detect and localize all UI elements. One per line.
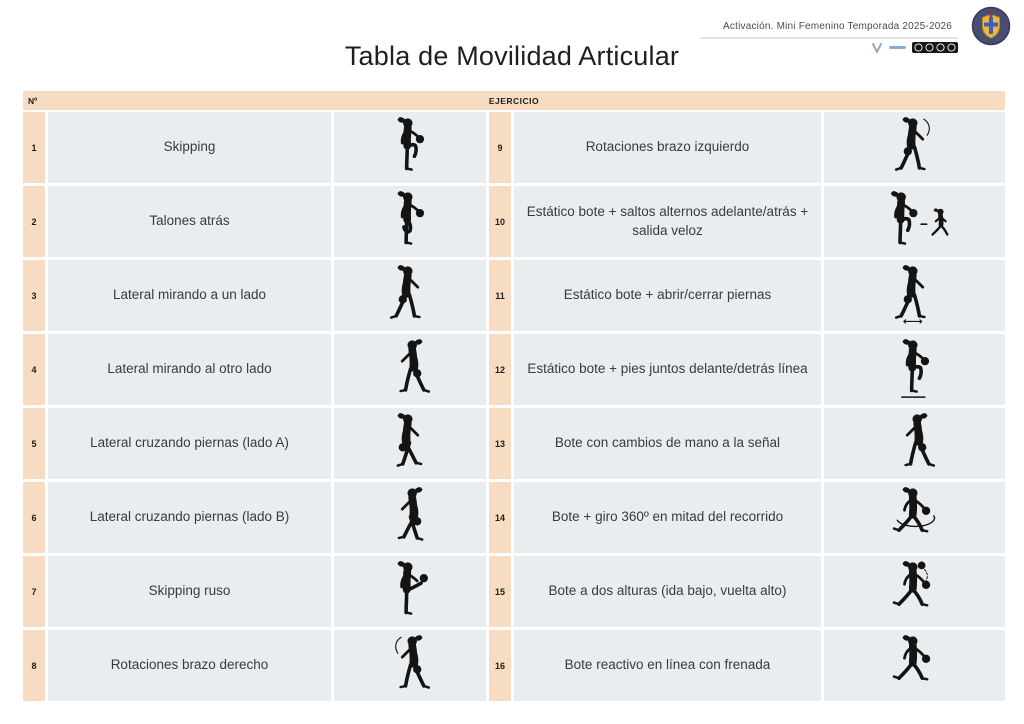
player-arm-rot-icon xyxy=(824,112,1005,183)
table-row xyxy=(23,556,1005,627)
exercise-label: Estático bote + pies juntos delante/detrás línea xyxy=(514,334,821,405)
exercise-number: 15 xyxy=(489,556,511,627)
exercise-number: 5 xyxy=(23,408,45,479)
table-header xyxy=(23,91,1005,110)
table-row xyxy=(23,408,1005,479)
exercise-number: 9 xyxy=(489,112,511,183)
table-row xyxy=(23,112,1005,183)
exercise-number: 3 xyxy=(23,260,45,331)
exercise-label: Estático bote + saltos alternos adelante/atrás + salida veloz xyxy=(514,186,821,257)
exercise-label: Rotaciones brazo derecho xyxy=(48,630,331,701)
player-spin-icon xyxy=(824,482,1005,553)
exercise-number: 7 xyxy=(23,556,45,627)
table-row xyxy=(23,260,1005,331)
exercise-label: Lateral mirando al otro lado xyxy=(48,334,331,405)
header-exercise-label: EJERCICIO xyxy=(488,95,540,106)
exercise-number: 13 xyxy=(489,408,511,479)
player-cross-icon xyxy=(334,482,486,553)
exercise-number: 2 xyxy=(23,186,45,257)
player-skip-icon xyxy=(334,112,486,183)
player-stand-icon xyxy=(334,260,486,331)
club-crest-icon xyxy=(971,6,1011,46)
exercise-number: 14 xyxy=(489,482,511,553)
exercise-number: 12 xyxy=(489,334,511,405)
exercise-label: Rotaciones brazo izquierdo xyxy=(514,112,821,183)
header-number-label: Nº xyxy=(28,95,38,106)
player-stand-icon xyxy=(824,408,1005,479)
exercise-label: Bote reactivo en línea con frenada xyxy=(514,630,821,701)
exercise-label: Bote a dos alturas (ida bajo, vuelta alto) xyxy=(514,556,821,627)
exercise-number: 1 xyxy=(23,112,45,183)
exercise-label: Bote + giro 360º en mitad del recorrido xyxy=(514,482,821,553)
tagline-divider xyxy=(700,37,958,39)
exercise-label: Bote con cambios de mano a la señal xyxy=(514,408,821,479)
exercise-label: Lateral cruzando piernas (lado A) xyxy=(48,408,331,479)
player-two-icon xyxy=(824,556,1005,627)
table-body xyxy=(23,112,1005,701)
exercise-number: 16 xyxy=(489,630,511,701)
player-run-icon xyxy=(824,630,1005,701)
exercise-label: Lateral mirando a un lado xyxy=(48,260,331,331)
exercise-label: Skipping xyxy=(48,112,331,183)
exercise-number: 10 xyxy=(489,186,511,257)
exercise-number: 4 xyxy=(23,334,45,405)
exercise-number: 8 xyxy=(23,630,45,701)
activation-tagline: Activación. Mini Femenino Temporada 2025-2026 xyxy=(723,21,952,32)
table-row xyxy=(23,482,1005,553)
exercise-number: 6 xyxy=(23,482,45,553)
mobility-table xyxy=(23,91,1005,701)
player-arm-rot-icon xyxy=(334,630,486,701)
player-heel-icon xyxy=(334,186,486,257)
table-row xyxy=(23,334,1005,405)
exercise-number: 11 xyxy=(489,260,511,331)
player-stand-icon xyxy=(334,334,486,405)
player-legs-icon xyxy=(824,260,1005,331)
table-row xyxy=(23,630,1005,701)
exercise-label: Lateral cruzando piernas (lado B) xyxy=(48,482,331,553)
exercise-label: Skipping ruso xyxy=(48,556,331,627)
table-row xyxy=(23,186,1005,257)
player-cross-icon xyxy=(334,408,486,479)
player-jump-icon xyxy=(824,186,1005,257)
player-line-icon xyxy=(824,334,1005,405)
exercise-label: Estático bote + abrir/cerrar piernas xyxy=(514,260,821,331)
page-title: Tabla de Movilidad Articular xyxy=(344,41,680,71)
exercise-label: Talones atrás xyxy=(48,186,331,257)
player-kick-icon xyxy=(334,556,486,627)
